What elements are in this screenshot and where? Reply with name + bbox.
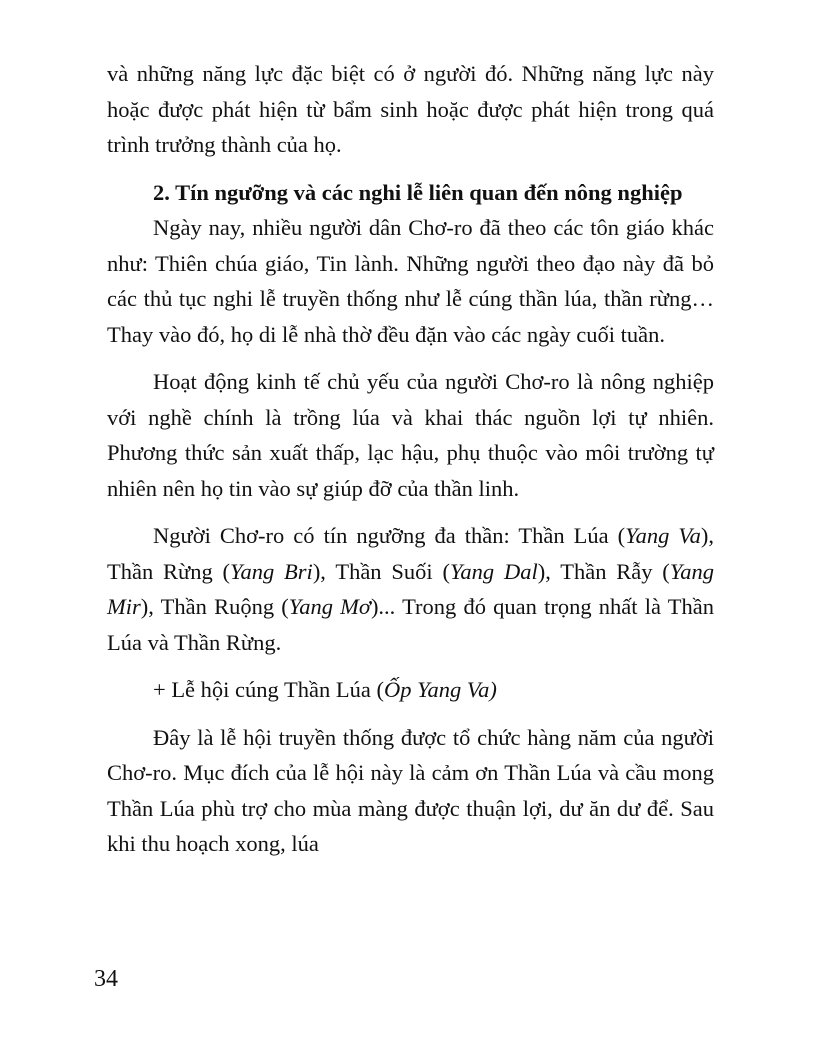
deity-name: Yang Dal <box>449 558 538 584</box>
deity-name: Yang Va <box>625 523 701 548</box>
paragraph-religion: Ngày nay, nhiều người dân Chơ-ro đã theo các tôn giáo khác như: Thiên chúa giáo, Tin lành. Những người theo đạo này đã bỏ các thủ tục nghi lễ truyền thống như lễ cúng thần lúa, thần rừng… Thay vào đó, họ di lễ nhà thờ đều đặn vào các ngày cuối tuần. <box>107 215 714 347</box>
section-heading: 2. Tín ngưỡng và các nghi lễ liên quan đến nông nghiệp <box>153 179 683 205</box>
text-run: )... Trong đó quan trọng nhất là Thần Lúa và Thần Rừng. <box>107 594 714 655</box>
page-number: 34 <box>94 966 118 992</box>
festival-subheading <box>107 672 714 708</box>
deity-name: Yang Mơ <box>288 594 371 619</box>
page-body <box>107 56 714 862</box>
text-run: ), Thần Rẫy ( <box>537 558 670 584</box>
paragraph-economy: Hoạt động kinh tế chủ yếu của người Chơ-ro là nông nghiệp với nghề chính là trồng lúa và khai thác nguồn lợi tự nhiên. Phương thức sản xuất thấp, lạc hậu, phụ thuộc vào môi trường tự nhiên nên họ tin vào sự giúp đỡ của thần linh. <box>107 369 714 501</box>
festival-name: Ốp Yang Va) <box>383 677 497 702</box>
text-run: ), Thần Ruộng ( <box>140 594 289 619</box>
festival-prefix: + Lễ hội cúng Thần Lúa ( <box>153 677 384 702</box>
paragraph-festival: Đây là lễ hội truyền thống được tổ chức hàng năm của người Chơ-ro. Mục đích của lễ hội này là cảm ơn Thần Lúa và cầu mong Thần Lúa phù trợ cho mùa màng được thuận lợi, dư ăn dư để. Sau khi thu hoạch xong, lúa <box>107 724 714 856</box>
deity-name: Yang Bri <box>230 558 313 584</box>
deity-name: Yang Mir <box>107 558 715 619</box>
intro-paragraph: và những năng lực đặc biệt có ở người đó. Những năng lực này hoặc được phát hiện từ bẩm sinh hoặc được phát hiện trong quá trình trưởng thành của họ. <box>107 61 714 157</box>
text-run: ), Thần Suối ( <box>312 558 450 584</box>
text-run: Người Chơ-ro có tín ngưỡng đa thần: Thần Lúa ( <box>153 523 626 548</box>
text-run: ), Thần Rừng ( <box>107 523 714 584</box>
paragraph-deities <box>107 518 714 660</box>
